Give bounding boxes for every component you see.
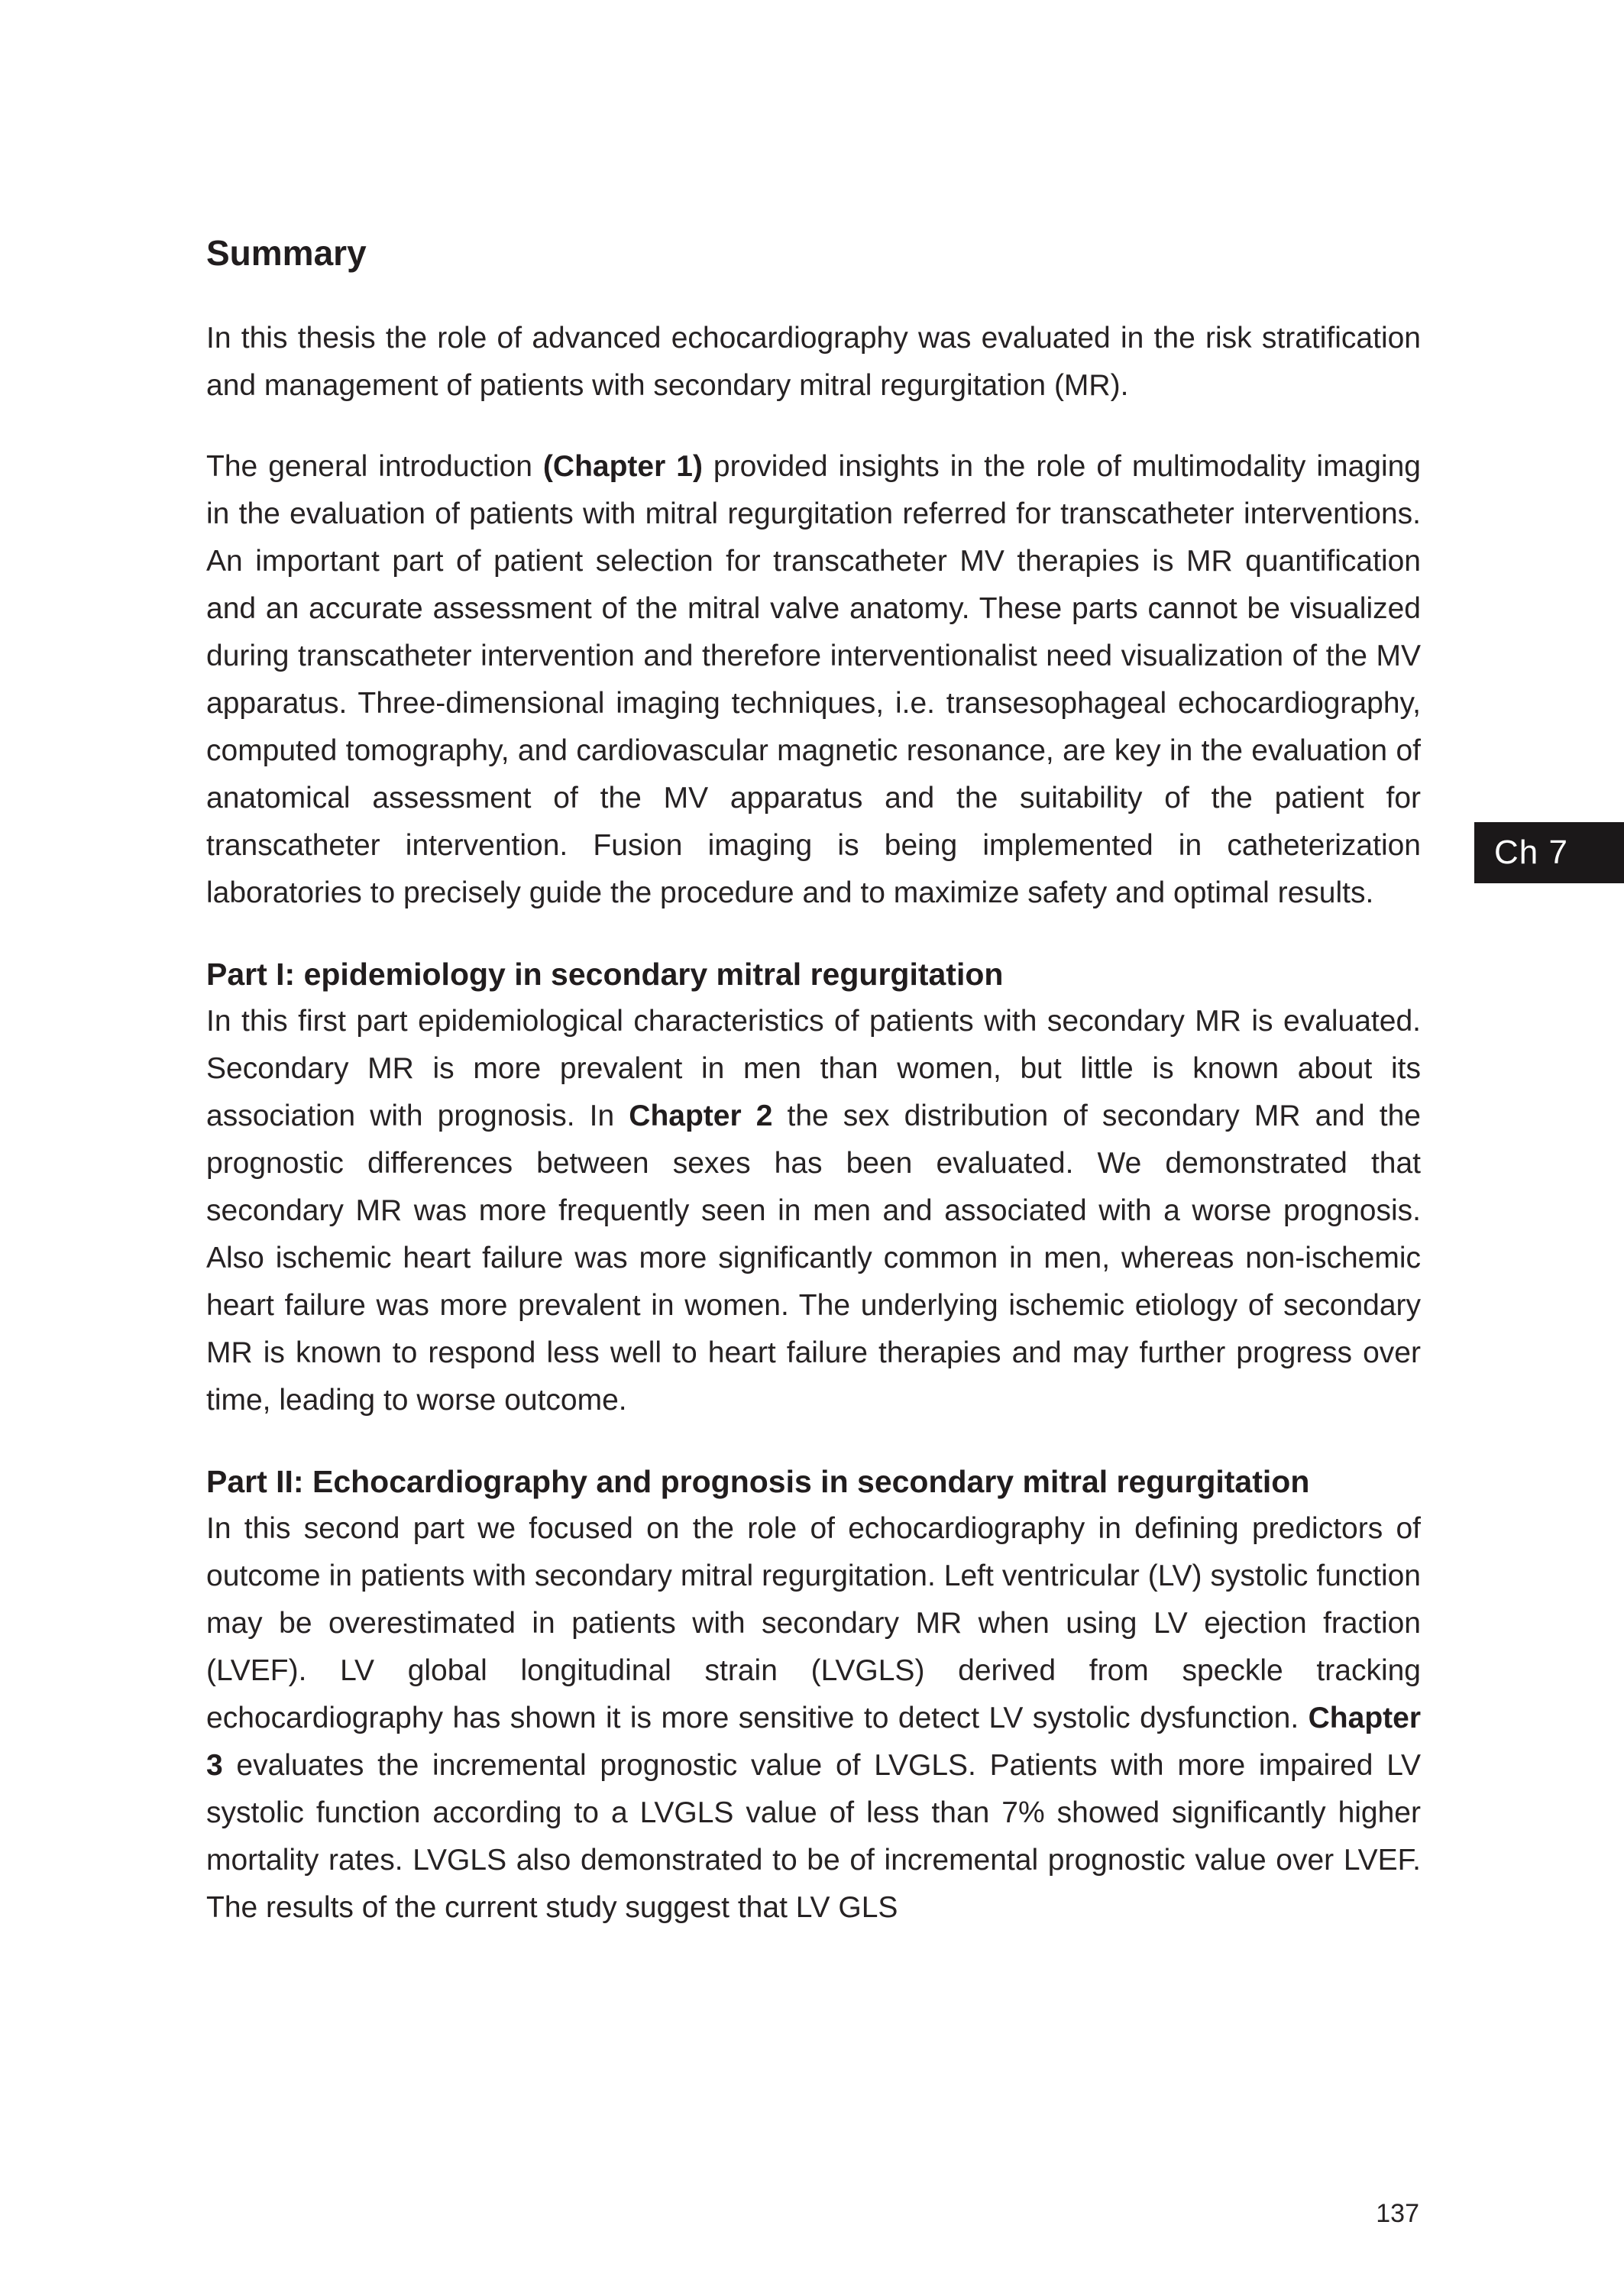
chapter-tab-label: Ch 7 — [1494, 834, 1568, 871]
page-number: 137 — [1376, 2199, 1419, 2228]
paragraph — [206, 443, 1421, 917]
text-run: In this second part we focused on the role of echocardiography in defining predictors of outcome in patients with secondary mitral regurgitation. Left ventricular (LV) systolic function may be overestimated in patients with secondary MR when using LV ejection fraction (LVEF). LV global longitudinal strain (LVGLS) derived from speckle tracking echocardiography has shown it is more sensitive to detect LV systolic dysfunction. — [206, 1512, 1421, 1734]
paragraph — [206, 315, 1421, 410]
page-content — [206, 231, 1421, 1965]
part-2-heading: Part II: Echocardiography and prognosis in secondary mitral regurgitation — [206, 1464, 1310, 1499]
text-run: In this first part epidemiological characteristics of patients with secondary MR is evaluated. Secondary MR is more prevalent in men than women, but little is known about its association with prognosis. In — [206, 1005, 1421, 1132]
text-run: the sex distribution of secondary MR and the prognostic differences between sexes has been evaluated. We demonstrated that secondary MR was more frequently seen in men and associated with a worse prognosis. Also ischemic heart failure was more significantly common in men, whereas non-ischemic heart failure was more prevalent in women. The underlying ischemic etiology of secondary MR is known to respond less well to heart failure therapies and may further progress over time, leading to worse outcome. — [206, 1100, 1422, 1417]
summary-heading: Summary — [206, 233, 367, 273]
paragraph — [206, 1505, 1421, 1932]
text-run: In this thesis the role of advanced echocardiography was evaluated in the risk stratification and management of patients with secondary mitral regurgitation (MR). — [206, 322, 1421, 402]
text-run: provided insights in the role of multimodality imaging in the evaluation of patients with mitral regurgitation referred for transcatheter interventions. An important part of patient selection for transcatheter MV therapies is MR quantification and an accurate assessment of the mitral valve anatomy. These parts cannot be visualized during transcatheter intervention and therefore interventionalist need visualization of the MV apparatus. Three-dimensional imaging techniques, i.e. transesophageal echocardiography, computed tomography, and cardiovascular magnetic resonance, are key in the evaluation of anatomical assessment of the MV apparatus and the suitability of the patient for transcatheter intervention. Fusion imaging is being implemented in catheterization laboratories to precisely guide the procedure and to maximize safety and optimal results. — [206, 450, 1421, 909]
part-1-heading: Part I: epidemiology in secondary mitral regurgitation — [206, 957, 1004, 992]
bold-text-run: (Chapter 1) — [542, 450, 703, 483]
text-run: evaluates the incremental prognostic value of LVGLS. Patients with more impaired LV systolic function according to a LVGLS value of less than 7% showed significantly higher mortality rates. LVGLS also demonstrated to be of incremental prognostic value over LVEF. The results of the current study suggest that LV GLS — [206, 1749, 1421, 1924]
bold-text-run: Chapter 3 — [206, 1702, 1421, 1782]
bold-text-run: Chapter 2 — [629, 1100, 773, 1132]
text-run: The general introduction — [206, 450, 543, 483]
paragraph — [206, 998, 1421, 1424]
chapter-tab — [1474, 822, 1624, 883]
